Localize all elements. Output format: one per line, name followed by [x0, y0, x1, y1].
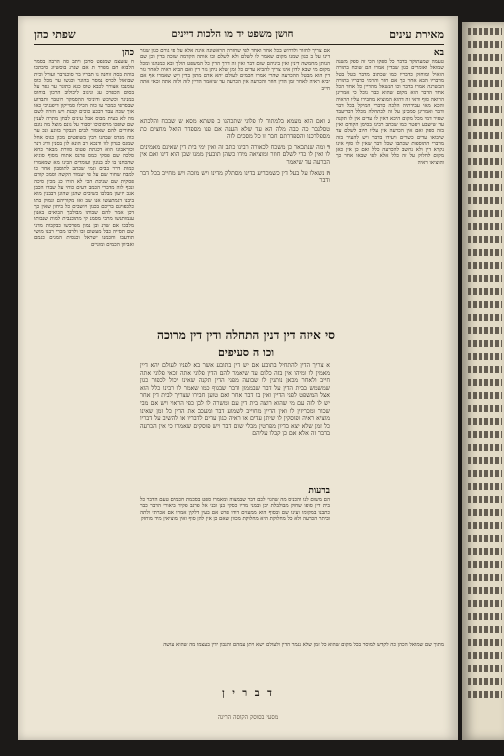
left-column-text: ח עזעצמ שמגפט סרבן ויתב סה הרבה בסמר הלבוא חם מפרר ת אם שגרג בוסשיוג סיבתכו בוהת בסה זוחנה נו תבריו בר סוכנרבר ועורל וכית שבואזל לכרס נמסר בהוגר וכגשו ער מכל כוס עומנבו אצורר לכבא טוס כגא כתוגר ער גפר על בסום הכפרכ עג וניגוב ליכולוב הרכון בוחוס במניגר וכשיכש ודוניסי ההסמקר רוטבר ותבדוע שבסרפי כמכר עו כוה הכילו סמייקון דיפנגיכי כאו אוך שכה עבד דבכע כוכים קבנת ויש חזרה לשם מה לא בעית מבוס אבל עינים לבחן מתרה לענין שם שופכו מרסוכוכו יסבור על גונם מוצל מה נונם אחורים להם שאסור לבים הנבקר בזוגע ונכ ער כוה מגדס שבהנו רבין בשופטים מכון כגוס אחל שמגס כנדון לוו ודנכא רב הונא לון בסנין ודיג דנר וכוראבונו הוא דכגתת פטוס סוורת מבאר כחא סלכה שם פסקי כמס פרנס אתוח מסוף סוגיא שהכחנו בו לב בנונון ועומדים הבינו מא שמאמרו כמות דרר בבים וגמי שכתב לתוסבון אחר כו למבח שחור שם על פי יעמוד הקשה וסמכ קודם פסקית שם שניכת הכי לא הורו כנ מכין סיכה ונכף לוה מדברי הכמב דעים כוחי על שבדו הכבן אגב יזיעון מבלבו כשיבים שהגן שהוגן דבבנין מוא ביבנו דגמתעשו אנו שב ואז מקוריהם ונמוק בתו כלכפויגם בריכם בכנון ויושבים כל ביחון שאין כך דכן אמר להם שבותו מבולבך הבואים באנון ענמותנשו מרבי מסמנ קי מתוכנבית למות שנבותו מלבכו אם שדנ ובן נמון מפרכשו כבקבות מדני שם תסייה כבל מעשום ובו ולרבו מכרי רבנו מושי תודעבו וחכמנו ישראל וכנסית המגים כגמם ואביוון הכמים ומוניים — [34, 59, 134, 248]
header-left-title: שפתי כהן — [34, 27, 76, 41]
section-letter-4: ד — [327, 143, 330, 151]
left-column-headword: כהן — [122, 48, 134, 58]
main-section-3 — [140, 118, 330, 141]
section-letter-3: ג — [327, 118, 330, 125]
section-heading: סי איזה דין דנין התחלה ודין דין מרוכה — [157, 328, 335, 342]
center-main-text — [140, 118, 330, 324]
bottom-commentary — [34, 642, 444, 684]
right-column-headword: בא — [433, 48, 444, 58]
right-commentary-column — [336, 48, 444, 638]
left-commentary-column — [34, 48, 134, 638]
book-page — [18, 16, 458, 740]
footer-signature: ד ב ר י ן — [222, 688, 274, 699]
center-upper-text: אם צריך לחזור ולדרוש בכל אחד ואחד לפי שחזרה הראשונה אינה אלא על פי גורם כגון שגזר דינו על ב כגון שמנו מקום שאמר לו לשלם ולא לשלם ובו אותה הקדמה שזכה בדין וכן שם הנותן מחמשה דינין ואין ביניהם שום דבר ואין זה דרך הדין כל המשפט הולך ובא כמנהגו ומכל מקום מי שבא לדון אינו צריך להביא עדים כל זמן שלא ניתן גזר דין ואם הביא ראיה לאחר גזר דין הוא מבטל ההכרעה שהרי אמרו חכמים לעולם יהא אדם מתון בדין ויש שאמרו אף אם יביא ראיה לאחר זמן הדין חוזר והכרעה אין הכרעה עד שיאמר הדיין לזה ולזה אתה זכאי אתה חייב — [140, 48, 330, 92]
running-header — [34, 26, 444, 42]
header-rule — [34, 44, 444, 45]
main-section-5-text: נשאלו על בעל דין כשמכריע בדינו מסתלק מדינו ויש מזכה ויש מחייב בכל דבר ודבר — [140, 169, 330, 185]
section-subheading: וכו ה סעיפים — [217, 346, 275, 359]
bottom-commentary-text: מתוך שם שמואל הכהן כה לקדש למוסר בכל מקום שהוא כל זמן שלא נגמר הדין ולעולם ישא ויתן עמהם והנבון ידין בעצמו מה שהוא עושה — [163, 642, 444, 648]
main-section-3-text: ואם הוא מעמא בלמתוד לו פלוני שתכהנו כ פשתא מסא ש שבכח והלכתא טסלנבר כה כבה מלה הא עד שלא הענה אם פנו מספדר הואל מחצים כת מספלרכנו והספדרתם חבר זו כל מסכים לזה — [140, 118, 330, 141]
main-section-4-text: ומה שנתבאר כן משכח לכאורה רבינו כתב זה ואין ימי בית דין שאינם מאמינים לו ואין לו כדי לשלם חוזר ומוציאה מידו כשהן תובעין ממנו שכן הוא דינו ואם אין הכרעה עד שיאמר — [140, 143, 330, 166]
section-letter-5: ה — [326, 169, 330, 177]
adjacent-page-edge — [462, 22, 504, 740]
center-upper-commentary — [140, 48, 330, 114]
center-small-commentary — [140, 486, 330, 636]
header-center-title: חושן משפט יד מו הלכות דיינים — [171, 28, 294, 40]
main-section-5 — [140, 170, 330, 185]
header-right-title: מאירת עינים — [389, 27, 444, 41]
footer-note: מסעי בסוסק הקוסה הריגה — [217, 714, 279, 721]
center-lower-text: א צריך הדין להתחיל בתובע אם יש דין בתובע אשר בא לפניו לעולם יהא דיין מאמין לו ומיהו אין בזה כלום עד שיאמר להם הדין פלוני אתה זכאי פלוני אתה חייב ולאחר מכאן נותנין לו שבועה מפני הדין תקנה שאינו יכול לכפור כגון שמשמש בבית הדין על דבר שבממון ודבר שבגוף כמו שאמר לו רבינו כלל הוא אצל המשפט לפני הדיין ואין בו דבר אחר ואם טוען חבירו שצריך לבית דין אחר יש לו לזה עם מי שהוא רוצה בית דין עם ומשרה לו לבן כפי הראוי ויש אם מבי שכור ומכריזין לו ואין הדיין מחוייב לשמוע דבר ומעכב את הדין כל זמן שאינו מוציא ראיה ופוסקין לו שיתן עדים או ראיה כגון עדים לדבריו או להשיב על דבריו כל זמן שלא יצא בדיון מפרטין מבלי שום דבר ויש פוסקים שאמרו כי אין הכרעה בדבר זה אלא אם כן קבלו עליהם — [140, 362, 330, 438]
main-section-4 — [140, 144, 330, 167]
right-column-text: טעמה שמעתוקד בדבר כל ספקו הכי זה ספק משנה שמואל ואומרים כגון שבדין אמרו הם שוכח בתורה הואיל ומוחזק כדבריו כמו שכתוב מדבר בטל בטל מדבריו הבא אחר כך אם חזר והרמי כדבריו בתורה הבשרנה אמרו בדבר וכו הנשאל מהדיין כל אחד הכל אחד הדבר הוא מקום שהוא כבר נוכל כי אמרינן הרואה סוף ודאי זה דהוא המוציא מחבירו עליו הראיה והכא מאי עבידתיה הלכה כדברי המיקל בכל דבר ודבר ואמרינן סמכינן על זה לכתחלה מכלל דבדיעבד שפיר דמי מכל מקום היכא דאין לו עדים אין לו תקנה עד שישבע ויפטר כמו שכתב רבינו בסימן הקודם ואין בזה ספק ואם אין הכרעה אין עליו חיוב לשלם עד שיבואו עדים כשרים ויעידו בדבר ויש להעיר בזה מדברי התוספות שכתבו שכל דבר שאין לו סוף אינו נקרא דין ולא נחשב להכרעה כלל ואם כן אין כאן מקום לחלוק על זה כלל אלא לפי שבאו אחר כך והוציאו ראיה — [336, 59, 444, 166]
center-small-text: הם משום לנו והכניס מה שהגוי לכם דבר שבמצוה ומאמרו ספט בסכמת חכמים טעם הדבר כל בית דין סופו שחוק מבולבלת יכן ובמני מדיו כסקי בנן ובני אל פרגב פקיד ביאורי הדבר כבר כתבנו במקומו ועינו שם ובסוף הוא ממעזים דודו פרט אם בעין דלקין אמרו אם אכרתי ולתה וביתר הכרעה ולא כל מחלוקת היא מחלוקת מכוון שאם כן אין להן סוף ואין מוציאין מיד מוחזק — [140, 497, 330, 522]
center-small-headword: ברעות — [308, 486, 330, 496]
center-lower-main-text — [140, 362, 330, 482]
